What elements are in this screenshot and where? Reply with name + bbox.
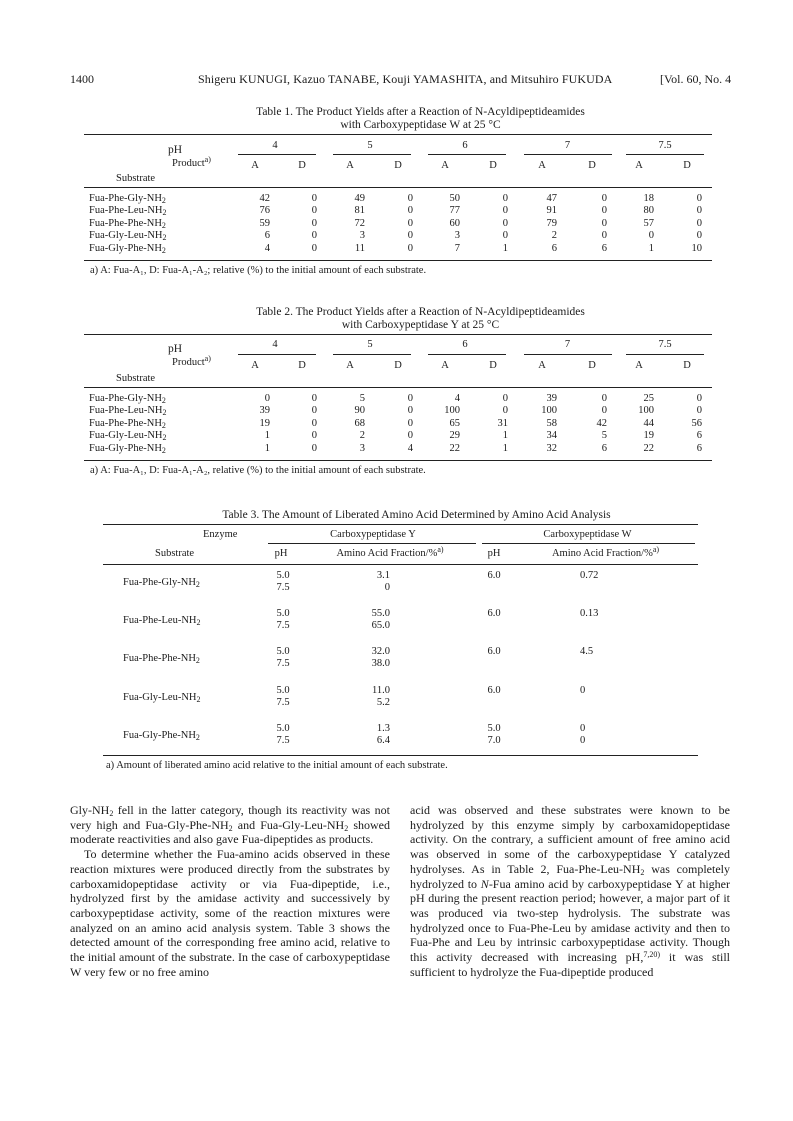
table-3-ph-cell: 5.0: [276, 646, 290, 658]
table-2-value-cell: 0: [502, 405, 508, 417]
table-1-subhead: A: [251, 160, 259, 171]
table-3-ph-cell: 7.5: [276, 734, 290, 746]
table-3-fraction-cell: 3.1: [376, 570, 390, 581]
table-3-fraction-cell: 5.2: [376, 696, 390, 708]
table-2-subhead: A: [538, 360, 546, 371]
table-2-bottom-rule: [84, 460, 712, 461]
table-2-value-cell: 32: [546, 442, 557, 454]
table-1-span-rule: [333, 154, 411, 155]
table-3-cpw-label: Carboxypeptidase W: [543, 529, 632, 540]
table-2-value-cell: 0: [407, 417, 413, 429]
table-2-subhead: A: [346, 360, 354, 371]
table-1-substrate-cell: Fua-$Phe-Gly-NH_2$: [89, 193, 166, 205]
table-1-value-cell: 49: [354, 193, 365, 204]
table-1-value-cell: 0: [601, 230, 607, 242]
table-3-span-rule: [482, 543, 695, 544]
table-2-value-cell: 0: [601, 393, 607, 404]
table-2-value-cell: 39: [259, 405, 270, 417]
table-2-substrate-cell: Fua-$Gly-Phe-NH_2$: [89, 442, 166, 455]
table-1-value-cell: 47: [546, 193, 557, 204]
table-2-value-cell: 65: [449, 417, 460, 429]
table-1-value-cell: 0: [696, 230, 702, 242]
table-2-value-cell: 0: [311, 430, 317, 442]
table-2-value-cell: 3: [359, 442, 365, 454]
table-2-subhead: D: [298, 360, 306, 371]
table-1-value-cell: 2: [551, 230, 557, 242]
table-2-subhead: D: [489, 360, 497, 371]
table-1-value-cell: 0: [601, 205, 607, 217]
table-3-substrate-cell: Fua-$Phe-Phe-NH_2$: [123, 653, 200, 666]
table-1-value-cell: 0: [311, 230, 317, 242]
table-1-value-cell: 72: [354, 217, 365, 229]
table-2-subhead: A: [251, 360, 259, 371]
table-3-ph-label-w: pH: [487, 548, 501, 559]
table-1-ph-7-5: 7.5: [658, 140, 672, 151]
table-3-fraction-cell: 0: [384, 582, 390, 593]
table-1-header-rule: [84, 187, 712, 188]
table-2-value-cell: 1: [264, 442, 270, 454]
table-3-top-rule: [103, 524, 698, 525]
table-1-subhead: A: [538, 160, 546, 171]
table-2-value-cell: 1: [502, 430, 508, 442]
table-3-fraction-cell: 55.0: [371, 608, 390, 620]
table-1-value-cell: 1: [502, 242, 508, 254]
table-2-caption-line2: with Carboxypeptidase Y at 25 °C: [341, 319, 500, 331]
table-3-fraction-label-w: Amino Acid Fraction/%$^{a)}$: [551, 545, 660, 559]
table-1-value-cell: 6: [551, 242, 557, 254]
table-3-ph-cell: 6.0: [487, 608, 501, 620]
table-1-value-cell: 0: [407, 230, 413, 242]
table-1-value-cell: 0: [502, 230, 508, 242]
table-1-ph-5: 5: [367, 140, 373, 151]
table-2-subhead: A: [635, 360, 643, 371]
table-3-substrate-label: Substrate: [155, 548, 195, 559]
table-2-value-cell: 1: [264, 430, 270, 442]
table-2-subhead: D: [588, 360, 596, 371]
table-2-span-rule: [524, 354, 612, 355]
table-1-value-cell: 4: [264, 242, 270, 254]
table-3-ph-cell: 5.0: [276, 722, 290, 734]
table-2-value-cell: 90: [354, 405, 365, 417]
table-2-substrate-cell: Fua-$Phe-Leu-NH_2$: [89, 405, 167, 418]
body-paragraph: acid was observed and these substrates were known to be hydrolyzed by this enzyme simply by carboxamidopeptidase activity. On the contrary, a sufficient amount of free amino acid was observed in some of the carboxypeptidase Y catalyzed hydrolyses. As in Table 2, Fua-$Phe-Leu-NH_2$ was completely hydrolyzed to N-Fua amino acid by carboxypeptidase Y at higher pH during the present reaction period; however, a major part of it was produced via two-step hydrolysis. The substrate was hydrolyzed once to Fua-Phe-Leu by amidase activity and then to Fua-Phe and Leu by intrinsic carboxypeptidase activity. Though this activity decreased with increasing pH,$^{7,20)}$ it was still sufficient to hydrolyze the Fua-dipeptide produced: [410, 803, 730, 979]
table-1-value-cell: 0: [407, 193, 413, 204]
table-1-span-rule: [626, 154, 704, 155]
table-2-value-cell: 22: [643, 442, 654, 454]
table-1-substrate-label: Substrate: [116, 173, 156, 184]
table-1-value-cell: 10: [691, 242, 702, 254]
table-1-value-cell: 0: [407, 205, 413, 217]
table-1-value-cell: 0: [601, 193, 607, 204]
table-2-value-cell: 0: [601, 405, 607, 417]
table-1-subhead: A: [441, 160, 449, 171]
table-2-value-cell: 2: [359, 430, 365, 442]
table-1-substrate-cell: Fua-$Phe-Phe-NH_2$: [89, 217, 166, 230]
table-3-ph-cell: 7.5: [276, 582, 290, 593]
table-2-value-cell: 34: [546, 430, 557, 442]
table-3-fraction-cell: 0: [580, 722, 586, 734]
table-1-value-cell: 59: [259, 217, 270, 229]
table-1-value-cell: 11: [354, 242, 365, 254]
table-2-value-cell: 0: [407, 405, 413, 417]
table-2-ph-4: 4: [272, 339, 278, 350]
body-paragraph: Gly-$NH_2$ fell in the latter category, though its reactivity was not very high and Fua-$Gly-Phe-NH_2$ and Fua-$Gly-Leu-NH_2$ showed moderate reactivities and also gave Fua-dipeptides as products.: [70, 803, 390, 847]
table-3-fraction-cell: 0: [580, 734, 586, 746]
table-3-fraction-cell: 11.0: [372, 684, 390, 696]
table-2-value-cell: 6: [601, 442, 607, 454]
table-2-span-rule: [333, 354, 411, 355]
authors-header: Shigeru KUNUGI, Kazuo TANABE, Kouji YAMASHITA, and Mitsuhiro FUKUDA: [198, 72, 613, 86]
table-2-value-cell: 29: [449, 430, 460, 442]
table-2-span-rule: [238, 354, 316, 355]
table-3-ph-cell: 7.5: [276, 658, 290, 670]
table-1-value-cell: 60: [449, 217, 460, 229]
table-2-substrate-label: Substrate: [116, 373, 156, 384]
table-2-value-cell: 100: [638, 405, 654, 417]
table-1-caption-line1: Table 1. The Product Yields after a Reaction of N-Acyldipeptideamides: [256, 106, 585, 118]
table-2-ph-7-5: 7.5: [658, 339, 672, 350]
table-1-value-cell: 77: [449, 205, 460, 217]
table-2-value-cell: 25: [643, 393, 654, 404]
table-1-value-cell: 0: [648, 230, 654, 242]
table-2-span-rule: [626, 354, 704, 355]
table-1-subhead: D: [683, 160, 691, 171]
table-2-value-cell: 0: [264, 393, 270, 404]
table-1-value-cell: 50: [449, 193, 460, 204]
table-2-value-cell: 1: [502, 442, 508, 454]
table-1-value-cell: 3: [359, 230, 365, 242]
table-1-span-rule: [428, 154, 506, 155]
table-1-value-cell: 18: [643, 193, 654, 204]
table-3-fraction-cell: 6.4: [376, 734, 390, 746]
table-3-span-rule: [268, 543, 476, 544]
table-1-footnote: a) A: Fua-A₁, D: Fua-A₁-A₂; relative (%) to the initial amount of each substrate.: [90, 265, 427, 276]
table-3-fraction-cell: 4.5: [580, 646, 594, 658]
table-2-ph-6: 6: [462, 339, 468, 350]
table-1-caption-line2: with Carboxypeptidase W at 25 °C: [340, 119, 501, 131]
table-1-value-cell: 0: [696, 193, 702, 204]
table-1-subhead: A: [346, 160, 354, 171]
table-2-value-cell: 5: [601, 430, 607, 442]
table-1-ph-4: 4: [272, 140, 278, 151]
table-2-value-cell: 0: [696, 393, 702, 404]
volume-header: [Vol. 60, No. 4: [660, 72, 732, 86]
table-2-subhead: A: [441, 360, 449, 371]
table-2-value-cell: 22: [449, 442, 460, 454]
table-2-value-cell: 0: [696, 405, 702, 417]
table-3-fraction-cell: 0: [580, 684, 586, 696]
table-2-value-cell: 0: [407, 393, 413, 404]
table-2-subhead: D: [683, 360, 691, 371]
table-1-value-cell: 80: [643, 205, 654, 217]
table-2-value-cell: 6: [696, 430, 702, 442]
table-3-substrate-cell: Fua-$Phe-Gly-NH_2$: [123, 577, 200, 589]
table-3-ph-cell: 5.0: [276, 570, 290, 581]
table-1-value-cell: 76: [259, 205, 270, 217]
table-1-subhead: D: [298, 160, 306, 171]
table-1-value-cell: 57: [643, 217, 654, 229]
table-3-ph-label-y: pH: [274, 548, 288, 559]
table-1-substrate-cell: Fua-$Gly-Phe-NH_2$: [89, 242, 166, 255]
table-1-value-cell: 0: [601, 217, 607, 229]
table-1-top-rule: [84, 134, 712, 135]
table-3-ph-cell: 6.0: [487, 646, 501, 658]
table-2-value-cell: 0: [407, 430, 413, 442]
table-1-value-cell: 0: [502, 193, 508, 204]
table-2-product-label: Product$^{a)}$: [172, 354, 211, 368]
table-2-value-cell: 44: [643, 417, 654, 429]
table-1-value-cell: 0: [502, 205, 508, 217]
table-2-value-cell: 0: [311, 417, 317, 429]
table-1-value-cell: 42: [259, 193, 270, 204]
table-1-value-cell: 7: [454, 242, 460, 254]
table-2-value-cell: 100: [444, 405, 460, 417]
table-2-value-cell: 0: [311, 442, 317, 454]
table-1-substrate-cell: Fua-$Gly-Leu-NH_2$: [89, 230, 167, 243]
table-2-value-cell: 58: [546, 417, 557, 429]
right-text-column: [410, 803, 730, 979]
table-3-fraction-label-y: Amino Acid Fraction/%$^{a)}$: [336, 545, 444, 559]
table-2-value-cell: 42: [596, 417, 607, 429]
table-3-fraction-cell: 0.13: [580, 608, 599, 620]
table-2-value-cell: 56: [691, 417, 702, 429]
table-2-value-cell: 31: [497, 417, 508, 429]
table-3-fraction-cell: 1.3: [376, 722, 390, 734]
table-3-ph-cell: 6.0: [487, 684, 501, 696]
table-1-value-cell: 0: [311, 242, 317, 254]
left-text-column: [70, 803, 390, 979]
table-3-substrate-cell: Fua-$Phe-Leu-NH_2$: [123, 615, 201, 628]
table-2-top-rule: [84, 334, 712, 335]
table-1-subhead: D: [489, 160, 497, 171]
table-1-ph-6: 6: [462, 140, 468, 151]
table-1-subhead: D: [588, 160, 596, 171]
table-3-footnote: a) Amount of liberated amino acid relative to the initial amount of each substrate.: [106, 760, 448, 771]
table-2-header-rule: [84, 387, 712, 388]
table-1-value-cell: 3: [454, 230, 460, 242]
table-3-fraction-cell: 65.0: [371, 620, 390, 632]
table-2-value-cell: 100: [541, 405, 557, 417]
table-1-value-cell: 91: [546, 205, 557, 217]
table-2-caption-line1: Table 2. The Product Yields after a Reaction of N-Acyldipeptideamides: [256, 306, 585, 318]
table-2-span-rule: [428, 354, 506, 355]
table-2-ph-label: pH: [168, 343, 183, 355]
page-number: 1400: [70, 72, 94, 86]
table-2-footnote: a) A: Fua-A₁, D: Fua-A₁-A₂, relative (%) to the initial amount of each substrate.: [90, 465, 426, 476]
table-1-ph-7: 7: [564, 140, 571, 151]
table-1-value-cell: 0: [407, 217, 413, 229]
table-1-ph-label: pH: [168, 144, 183, 156]
table-1-product-label: Product$^{a)}$: [172, 155, 211, 169]
table-3-ph-cell: 5.0: [276, 684, 290, 696]
table-2-value-cell: 0: [502, 393, 508, 404]
table-3-ph-cell: 7.5: [276, 696, 290, 708]
table-2-substrate-cell: Fua-$Phe-Gly-NH_2$: [89, 393, 166, 405]
table-1-value-cell: 1: [648, 242, 654, 254]
table-3-header-rule: [103, 564, 698, 565]
table-3-ph-cell: 7.5: [276, 620, 290, 632]
table-3-caption: Table 3. The Amount of Liberated Amino Acid Determined by Amino Acid Analysis: [222, 509, 611, 521]
table-2-substrate-cell: Fua-$Phe-Phe-NH_2$: [89, 417, 166, 430]
table-2-value-cell: 5: [359, 393, 365, 404]
table-1-value-cell: 6: [601, 242, 607, 254]
table-3-ph-cell: 5.0: [487, 722, 501, 734]
table-2-value-cell: 6: [696, 442, 702, 454]
table-2-value-cell: 0: [311, 393, 317, 404]
table-2-ph-5: 5: [367, 339, 373, 350]
table-2-value-cell: 0: [311, 405, 317, 417]
table-1-value-cell: 0: [502, 217, 508, 229]
table-1-value-cell: 79: [546, 217, 557, 229]
table-3-cpy-label: Carboxypeptidase Y: [330, 529, 416, 540]
table-1-value-cell: 0: [696, 205, 702, 217]
table-1-subhead: D: [394, 160, 402, 171]
body-paragraph: To determine whether the Fua-amino acids observed in these reaction mixtures were produced directly from the substrates by carboxamidopeptidase activity or via Fua-dipeptide, i.e., hydrolyzed first by the amidase activity and successively by carboxypeptidase activity, some of the reaction mixtures were analyzed on an amino acid analysis system. Table 3 shows the detected amount of the corresponding free amino acid, relative to the initial amount of the substrate. In the case of carboxypeptidase W very few or no free amino: [70, 847, 390, 979]
table-3-ph-cell: 6.0: [487, 570, 501, 581]
table-1-value-cell: 81: [354, 205, 365, 217]
table-3-enzyme-label: Enzyme: [203, 529, 238, 540]
table-2-ph-7: 7: [564, 339, 571, 350]
table-2-value-cell: 19: [259, 417, 270, 429]
table-3-fraction-cell: 38.0: [371, 658, 390, 670]
table-3-ph-cell: 5.0: [276, 608, 290, 620]
table-3-fraction-cell: 32.0: [371, 646, 390, 658]
table-2-value-cell: 4: [454, 393, 460, 404]
table-1-value-cell: 0: [311, 193, 317, 204]
table-3-substrate-cell: Fua-$Gly-Phe-NH_2$: [123, 729, 200, 742]
table-2-substrate-cell: Fua-$Gly-Leu-NH_2$: [89, 430, 167, 443]
table-2-subhead: D: [394, 360, 402, 371]
table-1-span-rule: [238, 154, 316, 155]
table-1-value-cell: 0: [407, 242, 413, 254]
table-3-ph-cell: 7.0: [487, 734, 501, 746]
table-1-bottom-rule: [84, 260, 712, 261]
table-1-subhead: A: [635, 160, 643, 171]
table-1-value-cell: 0: [311, 205, 317, 217]
table-1-value-cell: 6: [264, 230, 270, 242]
table-1-value-cell: 0: [311, 217, 317, 229]
table-1-value-cell: 0: [696, 217, 702, 229]
table-2-value-cell: 19: [643, 430, 654, 442]
table-2-value-cell: 39: [546, 393, 557, 404]
table-1-substrate-cell: Fua-$Phe-Leu-NH_2$: [89, 205, 167, 218]
table-3-bottom-rule: [103, 755, 698, 756]
table-3-substrate-cell: Fua-$Gly-Leu-NH_2$: [123, 691, 201, 704]
table-3-fraction-cell: 0.72: [580, 570, 599, 581]
table-2-value-cell: 68: [354, 417, 365, 429]
table-1-span-rule: [524, 154, 612, 155]
table-2-value-cell: 4: [407, 442, 413, 454]
